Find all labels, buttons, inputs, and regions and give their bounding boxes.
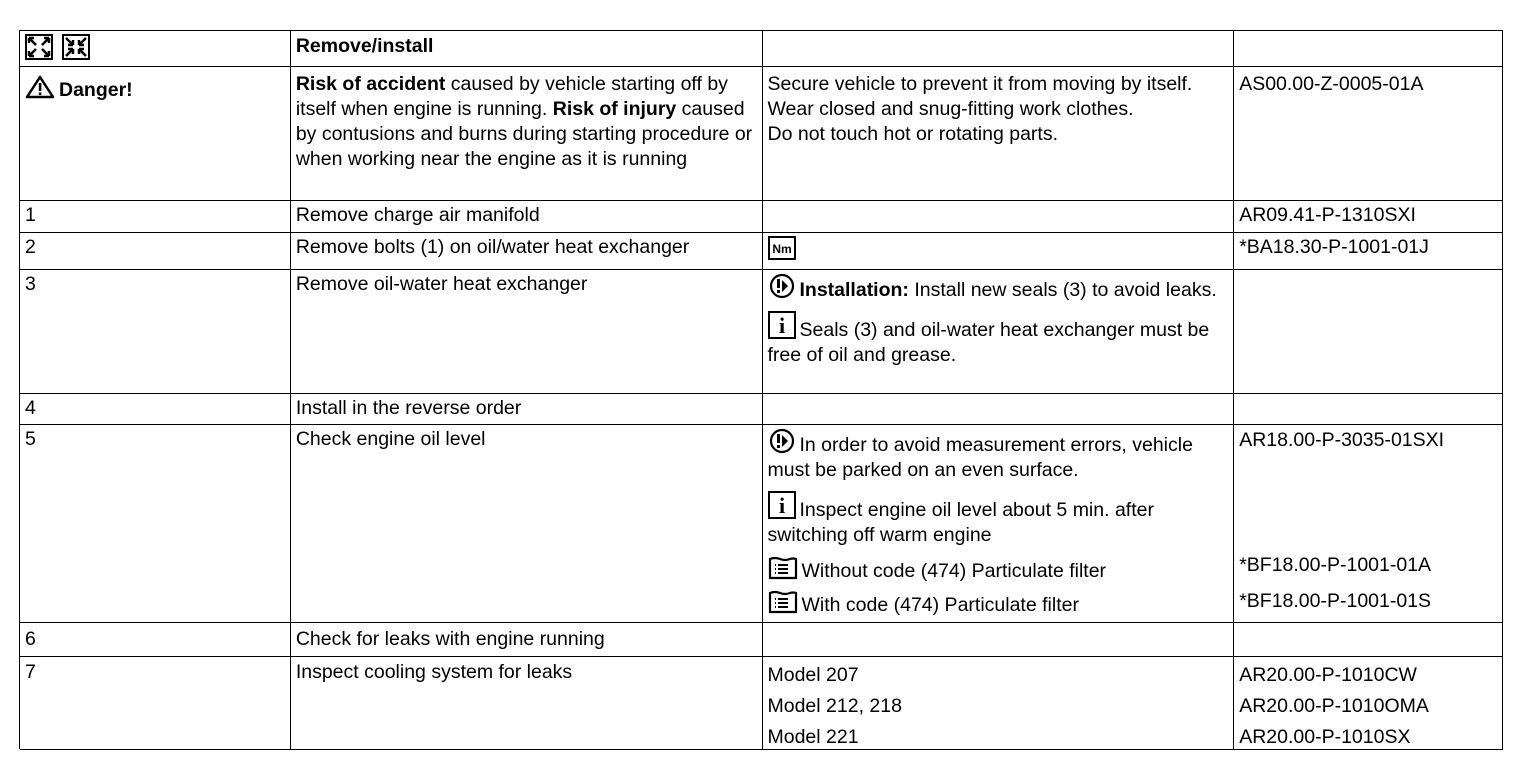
notice-exclamation-icon	[768, 273, 796, 299]
warning-triangle-icon	[25, 75, 55, 99]
notice-exclamation-icon	[768, 428, 796, 454]
step-number: 7	[25, 661, 36, 683]
danger-measures: Secure vehicle to prevent it from moving by itself. Wear closed and snug-fitting work clothes. Do not touch hot or rotating parts.	[763, 67, 1235, 200]
measurement-note: In order to avoid measurement errors, vehicle must be parked on an even surface.	[768, 428, 1234, 483]
table-row	[20, 201, 1503, 233]
danger-ref: AS00.00-Z-0005-01A	[1239, 73, 1424, 95]
step-ref: *BA18.30-P-1001-01J	[1239, 236, 1429, 258]
step-ref: *BF18.00-P-1001-01S	[1239, 590, 1432, 612]
step-ref: AR09.41-P-1310SXI	[1239, 204, 1416, 226]
work-steps-table	[19, 30, 1503, 749]
danger-risk-text: Risk of accident caused by vehicle starting off by itself when engine is running. Risk of injury caused by contusions and burns during starting procedure or when working near the engine as it is running	[291, 67, 763, 200]
risk-injury-label: Risk of injury	[552, 98, 677, 120]
header-icons-cell	[20, 31, 291, 66]
step-text: Install in the reverse order	[295, 397, 522, 419]
info-icon	[768, 491, 796, 519]
step-number: 1	[25, 204, 36, 226]
table-row	[20, 394, 1503, 425]
danger-label: Danger!	[59, 79, 133, 101]
collapse-arrows-icon	[62, 34, 90, 60]
info-icon	[768, 311, 796, 339]
info-note: i Inspect engine oil level about 5 min. after switching off warm engine	[767, 493, 1154, 546]
table-row	[20, 270, 1503, 394]
table-row	[20, 233, 1503, 270]
step-number: 5	[25, 428, 36, 450]
svg-text:Nm: Nm	[771, 242, 792, 256]
table-row	[20, 623, 1503, 657]
expand-arrows-icon	[25, 34, 53, 60]
model-ref-list: AR20.00-P-1010CW AR20.00-P-1010OMA AR20.00-P-1010SX	[1234, 657, 1503, 749]
step-number: 4	[25, 397, 36, 419]
spec-note-without-filter: Without code (474) Particulate filter	[768, 556, 1234, 584]
step-text: Check engine oil level	[295, 428, 486, 450]
header-row	[20, 31, 1503, 67]
spec-note-with-filter: With code (474) Particulate filter	[768, 590, 1234, 618]
step-text: Remove bolts (1) on oil/water heat exchanger	[295, 236, 690, 258]
step-ref: *BF18.00-P-1001-01A	[1239, 554, 1432, 576]
torque-nm-icon	[768, 236, 796, 260]
specification-document-icon	[768, 556, 798, 580]
table-row	[20, 425, 1503, 623]
model-list: Model 207 Model 212, 218 Model 221	[763, 657, 1235, 749]
installation-note: Installation: Install new seals (3) to avoid leaks.	[768, 273, 1234, 303]
table-row	[20, 657, 1503, 750]
step-text: Inspect cooling system for leaks	[295, 661, 573, 683]
step-text: Check for leaks with engine running	[295, 628, 605, 650]
step-number: 6	[25, 628, 36, 650]
svg-text:i: i	[778, 313, 785, 338]
step-number: 2	[25, 236, 36, 258]
step-text: Remove charge air manifold	[295, 204, 540, 226]
step-number: 3	[25, 273, 36, 295]
svg-text:i: i	[778, 493, 785, 518]
risk-accident-label: Risk of accident	[295, 73, 446, 95]
specification-document-icon	[768, 590, 798, 614]
step-text: Remove oil-water heat exchanger	[295, 273, 588, 295]
step-ref: AR18.00-P-3035-01SXI	[1239, 429, 1445, 451]
header-title: Remove/install	[295, 35, 434, 57]
danger-row	[20, 67, 1503, 201]
info-note: i Seals (3) and oil-water heat exchanger must be free of oil and grease.	[767, 313, 1210, 366]
